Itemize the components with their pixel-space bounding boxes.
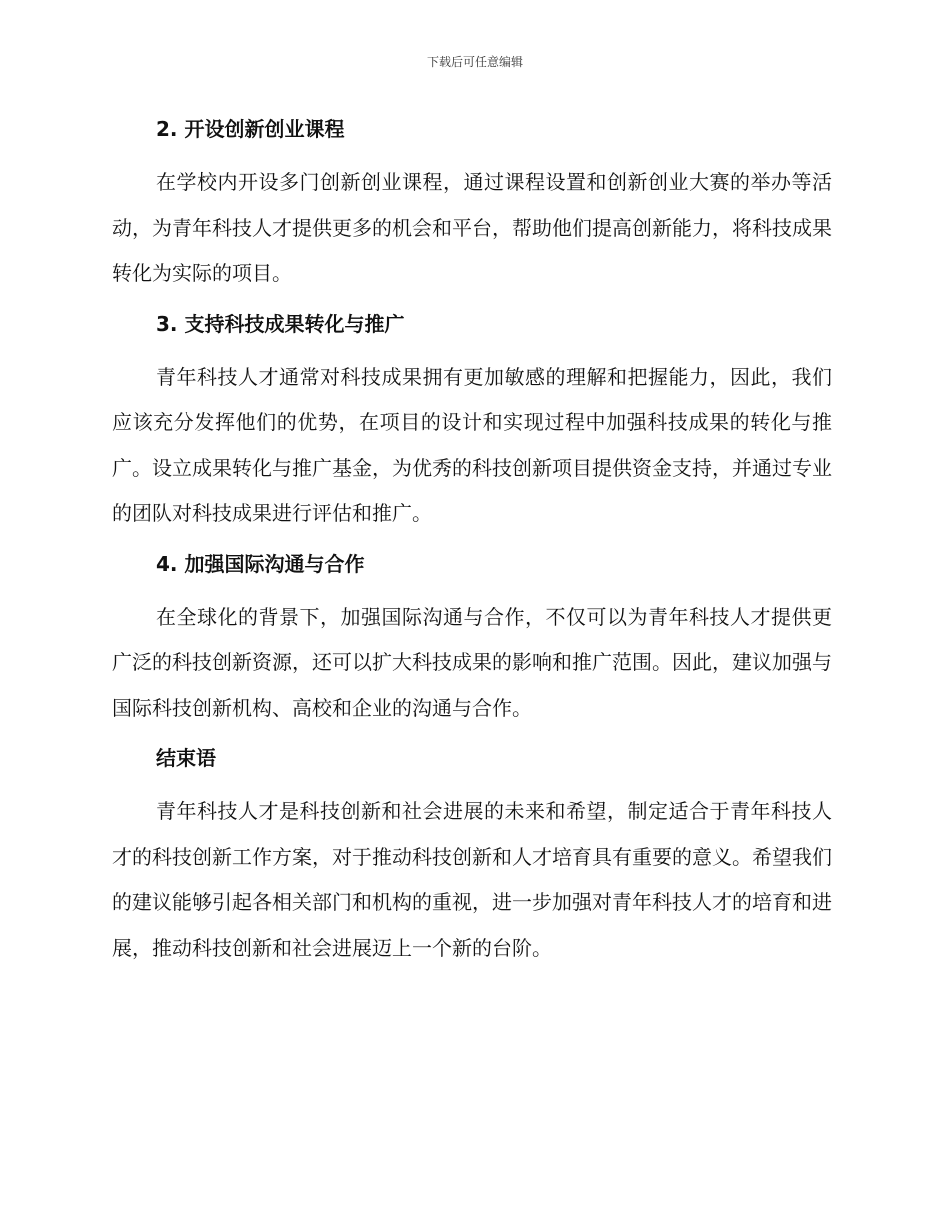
section-heading-course: 2. 开设创新创业课程 <box>156 117 345 141</box>
section-paragraph-international: 在全球化的背景下，加强国际沟通与合作，不仅可以为青年科技人才提供更广泛的科技创新资源，还可以扩大科技成果的影响和推广范围。因此，建议加强与国际科技创新机构、高校和企业的沟通与合作。 <box>112 604 832 720</box>
section-heading-international: 4. 加强国际沟通与合作 <box>156 551 365 576</box>
section-paragraph-conclusion: 青年科技人才是科技创新和社会进展的未来和希望，制定适合于青年科技人才的科技创新工作方案，对于推动科技创新和人才培育具有重要的意义。希望我们的建议能够引起各相关部门和机构的重视，进一步加强对青年科技人才的培育和进展，推动科技创新和社会进展迈上一个新的台阶。 <box>112 799 832 960</box>
section-paragraph-transfer: 青年科技人才通常对科技成果拥有更加敏感的理解和把握能力，因此，我们应该充分发挥他们的优势，在项目的设计和实现过程中加强科技成果的转化与推广。设立成果转化与推广基金，为优秀的科技创新项目提供资金支持，并通过专业的团队对科技成果进行评估和推广。 <box>112 364 832 525</box>
section-heading-conclusion: 结束语 <box>156 746 216 770</box>
document-body <box>112 112 832 981</box>
page-header: 下载后可任意编辑 <box>426 55 523 69</box>
section-paragraph-course: 在学校内开设多门创新创业课程，通过课程设置和创新创业大赛的举办等活动，为青年科技人才提供更多的机会和平台，帮助他们提高创新能力，将科技成果转化为实际的项目。 <box>112 170 832 285</box>
section-heading-transfer: 3. 支持科技成果转化与推广 <box>156 311 405 336</box>
